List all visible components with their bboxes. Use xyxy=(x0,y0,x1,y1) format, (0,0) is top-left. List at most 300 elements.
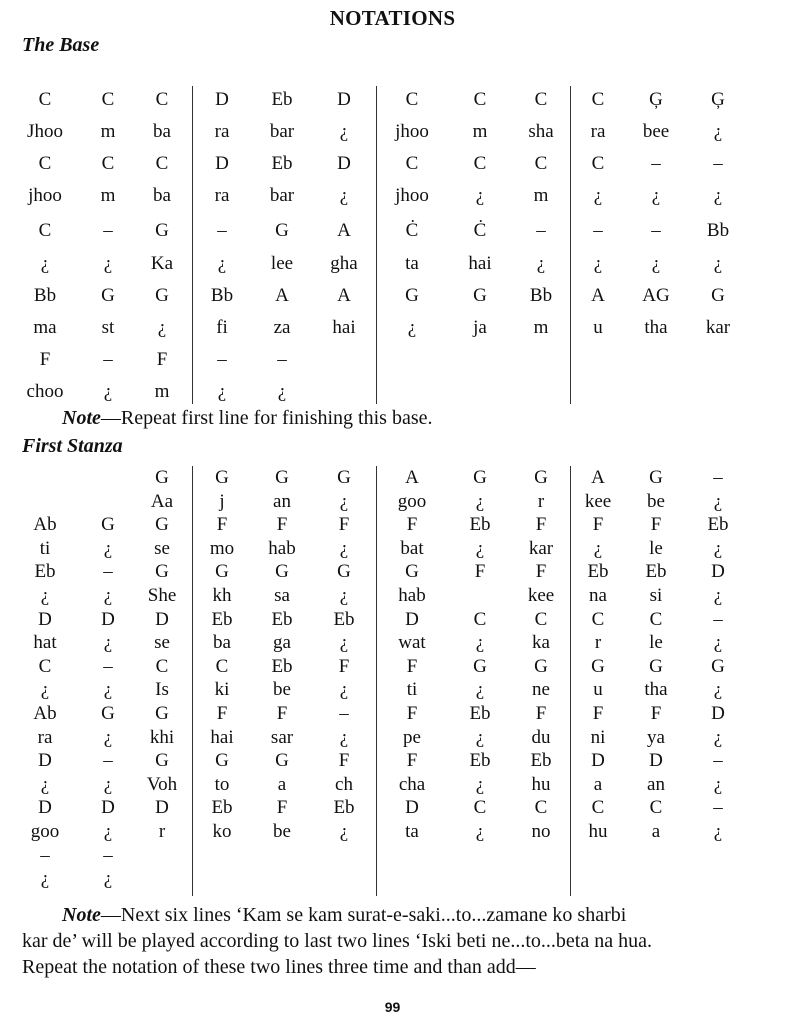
stanza-cell: ni xyxy=(590,726,606,748)
stanza-cell: hu xyxy=(588,821,608,842)
stanza-cell: ¿ xyxy=(339,679,349,701)
base-cell: C xyxy=(534,153,548,174)
base-note-text: —Repeat first line for finishing this base. xyxy=(100,407,433,429)
page-number: 99 xyxy=(384,999,401,1015)
page-title: NOTATIONS xyxy=(329,6,456,30)
stanza-cell: du xyxy=(531,726,551,748)
stanza-cell: sa xyxy=(274,585,290,606)
stanza-cell: G xyxy=(215,750,229,772)
base-cell: C xyxy=(405,89,419,110)
base-cell: kar xyxy=(705,317,731,338)
base-cell: Ģ xyxy=(649,89,663,110)
stanza-cell: Is xyxy=(155,679,169,701)
stanza-cell: bat xyxy=(400,537,424,559)
base-cell: C xyxy=(473,89,487,110)
stanza-cell: ¿ xyxy=(475,726,485,748)
stanza-cell: C xyxy=(473,797,487,819)
base-cell: – xyxy=(103,220,113,241)
stanza-cell: hab xyxy=(268,537,296,559)
base-cell: C xyxy=(38,153,52,174)
stanza-cell: to xyxy=(214,773,230,795)
base-cell: jhoo xyxy=(395,185,429,206)
base-cell: F xyxy=(39,349,51,370)
stanza-cell: G xyxy=(215,561,229,583)
base-cell: m xyxy=(100,121,116,142)
base-cell: fi xyxy=(216,317,228,338)
base-cell: ta xyxy=(405,253,419,274)
stanza-cell: Ab xyxy=(33,514,57,536)
stanza-cell: – xyxy=(713,797,723,819)
stanza-cell: G xyxy=(405,561,419,583)
base-heading: The Base xyxy=(22,34,100,56)
stanza-cell: D xyxy=(591,750,605,772)
stanza-cell: ne xyxy=(532,679,550,701)
stanza-cell: a xyxy=(651,821,661,842)
stanza-cell: ¿ xyxy=(713,585,723,606)
stanza-cell: C xyxy=(649,797,663,819)
stanza-cell: F xyxy=(406,750,418,772)
base-cell: ¿ xyxy=(475,185,485,206)
base-cell: ¿ xyxy=(536,253,546,274)
base-cell: ¿ xyxy=(277,381,287,402)
stanza-cell: A xyxy=(591,467,605,488)
stanza-cell: – xyxy=(339,703,349,724)
stanza-cell: F xyxy=(406,655,418,677)
base-cell: G xyxy=(155,285,169,306)
base-cell: C xyxy=(101,89,115,110)
base-cell: G xyxy=(155,220,169,241)
stanza-cell: – xyxy=(103,750,113,772)
base-cell: Bb xyxy=(210,285,234,306)
stanza-cell: Ab xyxy=(33,703,57,724)
base-cell: Eb xyxy=(271,153,293,174)
stanza-cell: G xyxy=(155,467,169,488)
base-cell: C xyxy=(155,153,169,174)
base-cell: lee xyxy=(270,253,294,274)
stanza-cell: a xyxy=(277,773,287,795)
stanza-cell: le xyxy=(649,537,663,559)
base-cell: m xyxy=(472,121,488,142)
stanza-cell: F xyxy=(650,703,662,724)
stanza-cell: ¿ xyxy=(103,679,113,701)
stanza-cell: u xyxy=(593,679,603,701)
stanza-cell: ¿ xyxy=(713,679,723,701)
stanza-cell: si xyxy=(649,585,663,606)
base-cell: m xyxy=(154,381,170,402)
stanza-cell: G xyxy=(534,467,548,488)
base-cell: – xyxy=(277,349,287,370)
base-cell: sha xyxy=(528,121,554,142)
stanza-cell: ¿ xyxy=(339,490,349,512)
base-cell: Ģ xyxy=(711,89,725,110)
stanza-cell: be xyxy=(273,679,291,701)
stanza-cell: hab xyxy=(398,585,426,606)
base-cell: ma xyxy=(33,317,57,338)
base-cell: – xyxy=(217,349,227,370)
stanza-cell: goo xyxy=(397,490,427,512)
stanza-cell: F xyxy=(474,561,486,583)
stanza-cell: ¿ xyxy=(103,537,113,559)
stanza-cell: F xyxy=(535,561,547,583)
stanza-cell: – xyxy=(713,750,723,772)
base-cell: m xyxy=(533,185,549,206)
base-cell: D xyxy=(215,89,229,110)
base-cell: – xyxy=(536,220,546,241)
stanza-cell: F xyxy=(338,655,350,677)
stanza-cell: ya xyxy=(647,726,665,748)
stanza-cell: G xyxy=(101,514,115,536)
stanza-cell: kh xyxy=(212,585,232,606)
stanza-cell: ki xyxy=(214,679,230,701)
stanza-cell: r xyxy=(158,821,166,842)
stanza-cell: goo xyxy=(30,821,60,842)
stanza-cell: F xyxy=(276,514,288,536)
stanza-cell: sar xyxy=(270,726,294,748)
stanza-cell: ¿ xyxy=(713,773,723,795)
stanza-cell: F xyxy=(338,514,350,536)
base-cell: – xyxy=(713,153,723,174)
base-cell: bee xyxy=(642,121,670,142)
stanza-cell: F xyxy=(535,514,547,536)
stanza-cell: Eb xyxy=(587,561,609,583)
stanza-cell: cha xyxy=(398,773,426,795)
base-cell: ¿ xyxy=(713,253,723,274)
stanza-cell: ¿ xyxy=(713,490,723,512)
stanza-cell: hai xyxy=(210,726,234,748)
stanza-note-line-3: Repeat the notation of these two lines three time and than add— xyxy=(22,956,536,978)
stanza-cell: – xyxy=(103,561,113,583)
base-cell: ¿ xyxy=(157,317,167,338)
stanza-cell: hu xyxy=(531,773,551,795)
stanza-cell: r xyxy=(594,632,602,654)
base-cell: Ċ xyxy=(405,220,419,241)
stanza-cell: Eb xyxy=(333,608,355,630)
stanza-cell: F xyxy=(276,797,288,819)
stanza-cell: mo xyxy=(209,537,235,559)
stanza-cell: an xyxy=(647,773,665,795)
base-cell: Bb xyxy=(33,285,57,306)
stanza-cell: wat xyxy=(398,632,426,654)
stanza-cell: ¿ xyxy=(475,632,485,654)
stanza-note-line-1 xyxy=(62,903,626,927)
stanza-cell: – xyxy=(103,655,113,677)
stanza-cell: G xyxy=(711,655,725,677)
base-cell: jhoo xyxy=(28,185,62,206)
stanza-bar-line xyxy=(192,466,193,896)
stanza-cell: C xyxy=(591,608,605,630)
stanza-cell: Eb xyxy=(211,797,233,819)
base-cell: ra xyxy=(590,121,606,142)
stanza-cell: ti xyxy=(39,537,51,559)
base-cell: ¿ xyxy=(103,253,113,274)
stanza-cell: F xyxy=(276,703,288,724)
stanza-cell: Eb xyxy=(469,703,491,724)
stanza-cell: ¿ xyxy=(103,632,113,654)
stanza-cell: ti xyxy=(406,679,418,701)
stanza-cell: C xyxy=(38,655,52,677)
stanza-cell: hat xyxy=(33,632,57,654)
stanza-cell: be xyxy=(647,490,665,512)
stanza-cell: D xyxy=(101,608,115,630)
stanza-cell: Eb xyxy=(469,750,491,772)
stanza-cell: G xyxy=(473,467,487,488)
base-cell: ba xyxy=(153,121,171,142)
base-cell: D xyxy=(215,153,229,174)
base-cell: za xyxy=(273,317,291,338)
stanza-cell: ¿ xyxy=(103,773,113,795)
stanza-cell: D xyxy=(101,797,115,819)
stanza-cell: kee xyxy=(584,490,612,512)
base-cell: ¿ xyxy=(713,185,723,206)
base-cell: G xyxy=(275,220,289,241)
stanza-cell: ¿ xyxy=(475,821,485,842)
stanza-note-text-1: —Next six lines ‘Kam se kam surat-e-saki...to...zamane ko sharbi xyxy=(100,904,627,926)
base-cell: A xyxy=(337,220,351,241)
base-cell: G xyxy=(711,285,725,306)
stanza-cell: ¿ xyxy=(40,868,50,890)
stanza-cell: ¿ xyxy=(593,537,603,559)
base-cell: – xyxy=(651,220,661,241)
stanza-cell: F xyxy=(592,703,604,724)
base-cell: – xyxy=(593,220,603,241)
base-cell: ¿ xyxy=(713,121,723,142)
stanza-cell: G xyxy=(101,703,115,724)
base-cell: Bb xyxy=(529,285,553,306)
stanza-cell: C xyxy=(215,655,229,677)
stanza-cell: ¿ xyxy=(103,585,113,606)
stanza-cell: ¿ xyxy=(339,821,349,842)
stanza-note-line-2: kar de’ will be played according to last two lines ‘Iski beti ne...to...beta na hua. xyxy=(22,930,652,952)
stanza-cell: a xyxy=(593,773,603,795)
stanza-cell: ¿ xyxy=(40,585,50,606)
stanza-cell: She xyxy=(147,585,177,606)
stanza-cell: ¿ xyxy=(713,726,723,748)
base-cell: ¿ xyxy=(407,317,417,338)
base-cell: AG xyxy=(642,285,670,306)
stanza-cell: F xyxy=(216,703,228,724)
stanza-cell: G xyxy=(649,655,663,677)
base-cell: – xyxy=(103,349,113,370)
stanza-cell: C xyxy=(534,608,548,630)
stanza-cell: D xyxy=(155,797,169,819)
base-cell: Bb xyxy=(706,220,730,241)
base-cell: G xyxy=(405,285,419,306)
stanza-cell: Eb xyxy=(271,655,293,677)
stanza-cell: Eb xyxy=(34,561,56,583)
stanza-cell: ¿ xyxy=(40,773,50,795)
stanza-cell: F xyxy=(535,703,547,724)
stanza-cell: F xyxy=(592,514,604,536)
stanza-cell: j xyxy=(219,490,225,512)
base-cell: F xyxy=(156,349,168,370)
stanza-cell: G xyxy=(473,655,487,677)
base-cell: Ċ xyxy=(473,220,487,241)
stanza-cell: C xyxy=(591,797,605,819)
stanza-cell: D xyxy=(38,750,52,772)
stanza-cell: – xyxy=(103,844,113,866)
stanza-cell: ra xyxy=(37,726,53,748)
base-cell: – xyxy=(651,153,661,174)
base-cell: C xyxy=(38,89,52,110)
stanza-cell: G xyxy=(275,750,289,772)
base-cell: D xyxy=(337,89,351,110)
base-cell: Ka xyxy=(150,253,174,274)
base-cell: ¿ xyxy=(103,381,113,402)
stanza-cell: ka xyxy=(532,632,550,654)
stanza-cell: ch xyxy=(335,773,353,795)
stanza-cell: C xyxy=(649,608,663,630)
base-cell: ra xyxy=(214,185,230,206)
stanza-cell: D xyxy=(38,608,52,630)
base-cell: ¿ xyxy=(651,253,661,274)
stanza-cell: G xyxy=(275,467,289,488)
stanza-heading: First Stanza xyxy=(22,435,123,457)
base-cell: gha xyxy=(330,253,358,274)
stanza-cell: C xyxy=(473,608,487,630)
base-cell: hai xyxy=(332,317,356,338)
stanza-cell: kee xyxy=(527,585,555,606)
base-cell: – xyxy=(217,220,227,241)
base-cell: C xyxy=(591,89,605,110)
stanza-cell: an xyxy=(273,490,291,512)
stanza-cell: r xyxy=(537,490,545,512)
stanza-cell: ¿ xyxy=(475,490,485,512)
stanza-cell: G xyxy=(591,655,605,677)
stanza-cell: Eb xyxy=(271,608,293,630)
base-cell: bar xyxy=(269,185,295,206)
base-cell: ra xyxy=(214,121,230,142)
base-cell: ¿ xyxy=(339,185,349,206)
base-cell: ¿ xyxy=(593,185,603,206)
base-cell: A xyxy=(337,285,351,306)
base-cell: tha xyxy=(644,317,668,338)
stanza-bar-line xyxy=(376,466,377,896)
stanza-cell: G xyxy=(649,467,663,488)
stanza-cell: ¿ xyxy=(713,632,723,654)
stanza-cell: se xyxy=(154,632,170,654)
stanza-cell: ¿ xyxy=(713,821,723,842)
stanza-cell: D xyxy=(155,608,169,630)
stanza-cell: F xyxy=(216,514,228,536)
base-cell: ¿ xyxy=(651,185,661,206)
stanza-cell: kar xyxy=(528,537,554,559)
stanza-cell: G xyxy=(155,750,169,772)
stanza-cell: G xyxy=(337,561,351,583)
base-cell: hai xyxy=(468,253,492,274)
base-cell: C xyxy=(473,153,487,174)
stanza-cell: ko xyxy=(212,821,232,842)
stanza-cell: ¿ xyxy=(475,537,485,559)
stanza-cell: Eb xyxy=(469,514,491,536)
stanza-cell: F xyxy=(406,514,418,536)
stanza-cell: ga xyxy=(273,632,291,654)
stanza-cell: khi xyxy=(149,726,175,748)
base-cell: A xyxy=(275,285,289,306)
stanza-cell: – xyxy=(713,608,723,630)
stanza-cell: – xyxy=(713,467,723,488)
stanza-cell: ¿ xyxy=(475,679,485,701)
base-cell: ¿ xyxy=(217,253,227,274)
stanza-cell: A xyxy=(405,467,419,488)
stanza-cell: D xyxy=(711,561,725,583)
base-note-label: Note xyxy=(62,407,101,429)
stanza-cell: Aa xyxy=(150,490,174,512)
base-cell: ja xyxy=(473,317,487,338)
stanza-cell: ¿ xyxy=(339,585,349,606)
base-cell: C xyxy=(405,153,419,174)
stanza-cell: ¿ xyxy=(339,537,349,559)
base-cell: jhoo xyxy=(395,121,429,142)
base-cell: C xyxy=(155,89,169,110)
stanza-cell: G xyxy=(155,514,169,536)
stanza-cell: ¿ xyxy=(40,679,50,701)
base-cell: u xyxy=(593,317,603,338)
base-cell: D xyxy=(337,153,351,174)
stanza-cell: D xyxy=(649,750,663,772)
base-cell: ¿ xyxy=(217,381,227,402)
stanza-bar-line xyxy=(570,466,571,896)
stanza-cell: D xyxy=(405,608,419,630)
stanza-cell: G xyxy=(337,467,351,488)
stanza-cell: C xyxy=(534,797,548,819)
stanza-cell: ta xyxy=(405,821,419,842)
stanza-cell: D xyxy=(38,797,52,819)
stanza-cell: ¿ xyxy=(713,537,723,559)
stanza-cell: Eb xyxy=(707,514,729,536)
base-cell: Jhoo xyxy=(27,121,63,142)
base-cell: C xyxy=(38,220,52,241)
base-cell: m xyxy=(533,317,549,338)
stanza-cell: G xyxy=(155,703,169,724)
stanza-cell: ba xyxy=(213,632,231,654)
stanza-cell: D xyxy=(711,703,725,724)
stanza-cell: C xyxy=(155,655,169,677)
base-cell: ¿ xyxy=(593,253,603,274)
base-cell: choo xyxy=(26,381,64,402)
stanza-cell: Voh xyxy=(146,773,178,795)
base-cell: Eb xyxy=(271,89,293,110)
stanza-cell: Eb xyxy=(333,797,355,819)
base-cell: A xyxy=(591,285,605,306)
stanza-cell: F xyxy=(650,514,662,536)
base-cell: C xyxy=(101,153,115,174)
stanza-cell: G xyxy=(275,561,289,583)
stanza-cell: G xyxy=(155,561,169,583)
stanza-cell: le xyxy=(649,632,663,654)
stanza-cell: G xyxy=(215,467,229,488)
stanza-cell: F xyxy=(338,750,350,772)
stanza-cell: tha xyxy=(644,679,668,701)
stanza-cell: Eb xyxy=(530,750,552,772)
stanza-cell: D xyxy=(405,797,419,819)
stanza-cell: Eb xyxy=(645,561,667,583)
stanza-cell: pe xyxy=(403,726,421,748)
stanza-cell: se xyxy=(154,537,170,559)
stanza-cell: no xyxy=(531,821,551,842)
stanza-cell: G xyxy=(534,655,548,677)
base-cell: m xyxy=(100,185,116,206)
base-cell: G xyxy=(473,285,487,306)
stanza-cell: na xyxy=(589,585,607,606)
base-cell: C xyxy=(591,153,605,174)
base-cell: G xyxy=(101,285,115,306)
stanza-cell: ¿ xyxy=(103,726,113,748)
stanza-cell: ¿ xyxy=(475,773,485,795)
base-cell: bar xyxy=(269,121,295,142)
stanza-cell: ¿ xyxy=(103,868,113,890)
stanza-note-label: Note xyxy=(62,904,101,926)
base-cell: C xyxy=(534,89,548,110)
